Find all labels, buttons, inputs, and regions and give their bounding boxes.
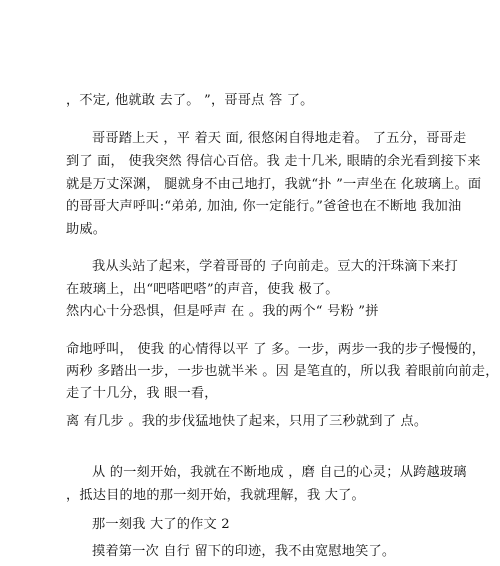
text-line: 到了 面， 使我突然 得信心百倍。我 走十几米, 眼睛的余光看到接下来 [66, 154, 481, 169]
text-line: 走了十几分，我 眼一看， [66, 386, 218, 401]
text-line: 然内心十分恐惧，但是呼声 在 。我的两个“ 号粉 ”拼 [66, 304, 379, 319]
paragraph-start-line: 摸着第一次 自行 留下的印迹，我不由宽慰地笑了。 [92, 544, 396, 559]
essay-title-line: 那一刻我 大了的作文 2 [92, 517, 230, 532]
text-line: 的哥哥大声呼叫:“弟弟, 加油, 你一定能行。”爸爸也在不断地 我加油 [66, 199, 462, 214]
text-line: 命地呼叫， 使我 的心情得以平 了 多。一步，两步一我的步子慢慢的， [66, 342, 486, 357]
text-line: 在玻璃上，出“吧嗒吧嗒”的声音，使我 极了。 [66, 282, 339, 297]
paragraph-start-line: 哥哥踏上天 ，平 着天 面, 很悠闲自得地走着。 了五分，哥哥走 [92, 131, 467, 146]
text-line: 助威。 [66, 222, 107, 237]
text-line: 离 有几步 。我的步伐猛地快了起来，只用了三秒就到了 点。 [66, 414, 428, 429]
paragraph-start-line: 从 的一刻开始，我就在不断地成 ，磨 自己的心灵；从跨越玻璃 [92, 465, 467, 480]
paragraph-start-line: 我从头站了起来，学着哥哥的 子向前走。豆大的汗珠滴下来打 [92, 259, 458, 274]
text-line: 就是万丈深渊， 腿就身不由己地打，我就“扑 ”一声坐在 化玻璃上。面 [66, 177, 482, 192]
text-line: 两秒 多踏出一步，一步也就半米 。因 是笔直的，所以我 着眼前向前走， [66, 364, 499, 379]
text-line: ，不定, 他就敢 去了。 ”，哥哥点 答 了。 [66, 93, 314, 108]
text-line: ，抵达目的地的那一刻开始，我就理解，我 大了。 [66, 488, 365, 503]
